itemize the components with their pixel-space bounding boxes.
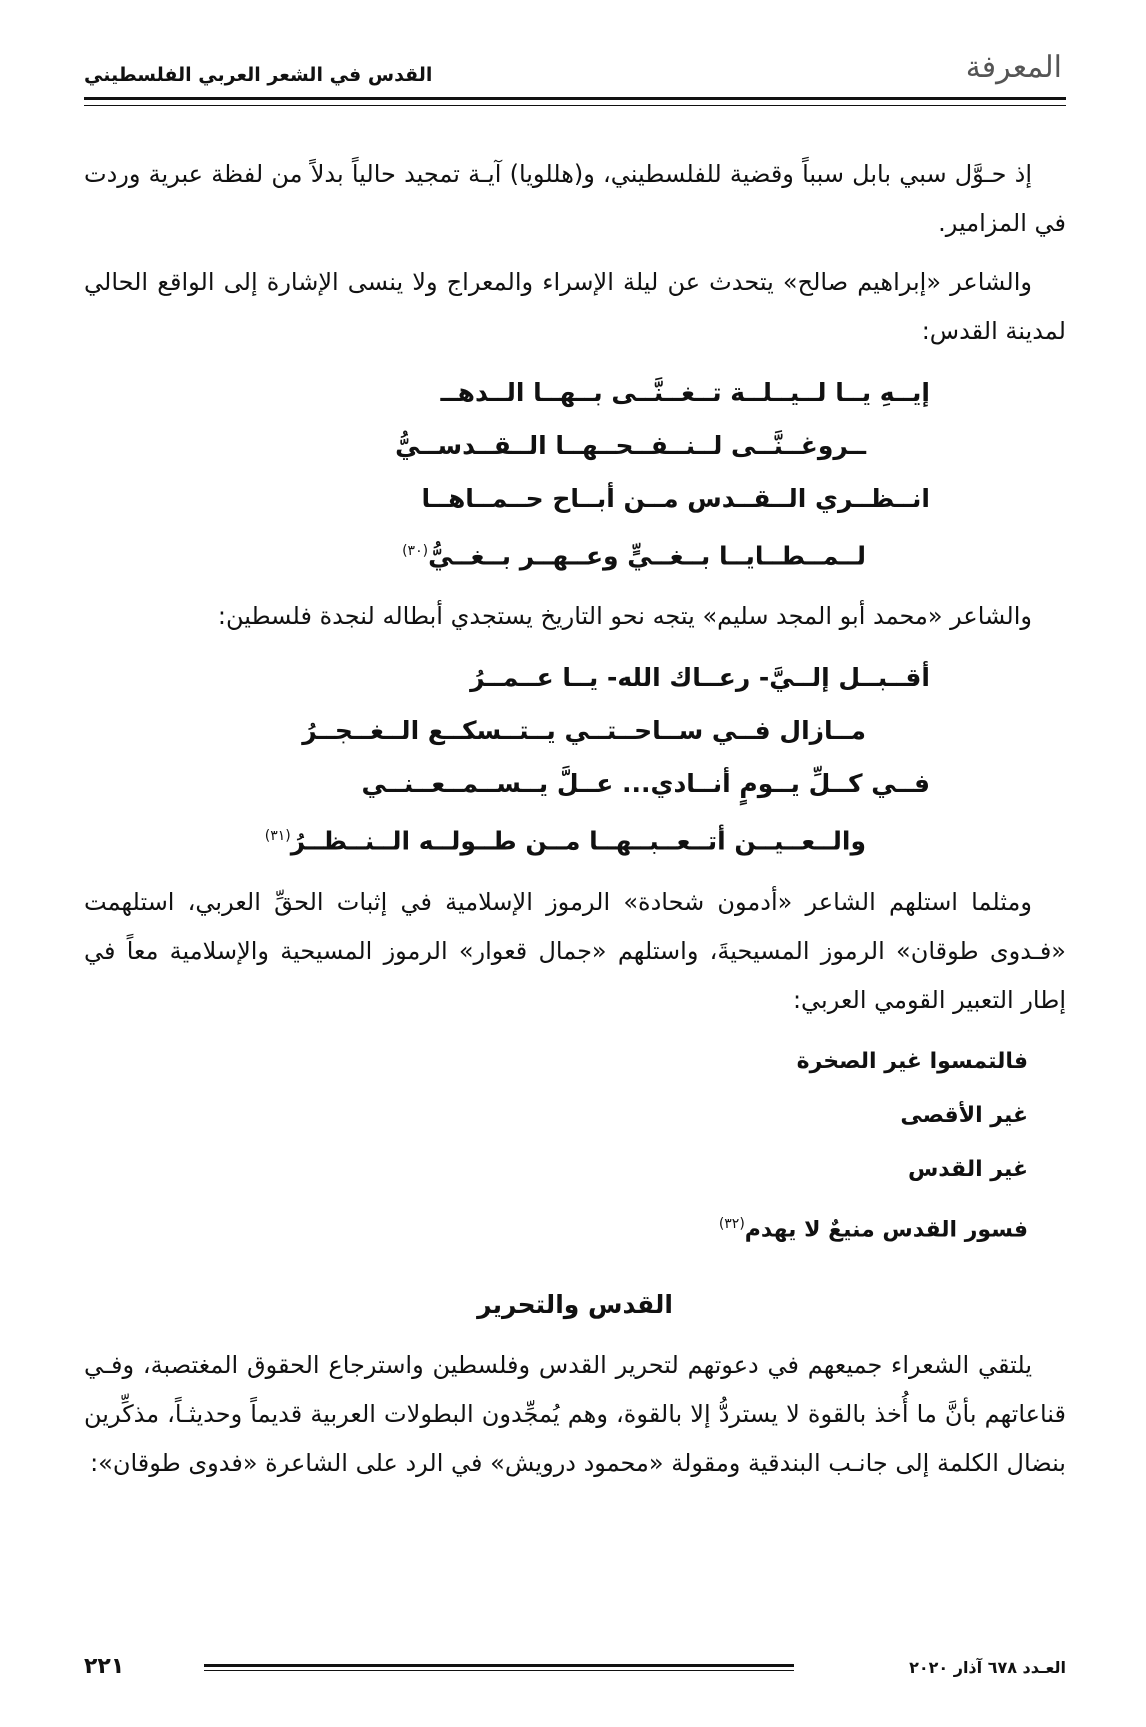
verse-line: مــازال فــي ســاحــتــي يــتــسكــع الــغــجــرُ: [302, 716, 866, 746]
poem-jamal-qawar: [84, 1035, 1066, 1257]
footnote-marker: (٣١): [264, 828, 291, 845]
paragraph: والشاعر «إبراهيم صالح» يتحدث عن ليلة الإسراء والمعراج ولا ينسى الإشارة إلى الواقع الحالي لمدينة القدس:: [84, 268, 1066, 345]
footnote-marker: (٣٢): [718, 1215, 745, 1232]
footer-rule: [204, 1664, 794, 1671]
header-rule: [84, 97, 1066, 106]
poem-abu-almajd-salim: [84, 651, 1066, 867]
poem-ibrahim-saleh: [84, 366, 1066, 582]
running-title: القدس في الشعر العربي الفلسطيني: [84, 64, 433, 86]
verse-line: فالتمسوا غير الصخرة: [796, 1048, 1028, 1074]
section-heading: القدس والتحرير: [477, 1289, 673, 1319]
page-number: ٢٢١: [84, 1654, 125, 1679]
page-header: [84, 48, 1066, 98]
verse-line: [84, 525, 1066, 582]
verse-line: غير القدس: [907, 1156, 1028, 1182]
paragraph: يلتقي الشعراء جميعهم في دعوتهم لتحرير القدس وفلسطين واسترجاع الحقوق المغتصبة، وفـي قناعاتهم بأنَّ ما أُخذ بالقوة لا يستردُّ إلا بالقوة، وهم يُمجِّدون البطولات العربية قديماً وحديثـاً، مذكِّرين بنضال الكلمة إلى جانـب البندقية ومقولة «محمود درويش» في الرد على الشاعرة «فدوى طوقان»:: [84, 1350, 1066, 1477]
issue-info: العـدد ٦٧٨ آذار ٢٠٢٠: [909, 1658, 1066, 1677]
article-body: [84, 150, 1066, 1498]
footnote-marker: (٣٠): [402, 543, 429, 559]
paragraph: إذ حـوَّل سبي بابل سبباً وقضية للفلسطيني، و(هللويا) آيـة تمجيد حالياً بدلاً من لفظة عبرية وردت في المزامير.: [84, 160, 1066, 237]
verse-text: لــمــطــايــا بــغــيٍّ وعــهــر بــغــيُّ: [428, 541, 866, 571]
verse-line: [84, 810, 1066, 867]
verse-line: غير الأقصى: [900, 1102, 1028, 1128]
verse-line: انــظــري الــقــدس مــن أبــاح حــمــاهــا: [421, 484, 930, 513]
paragraph: والشاعر «محمد أبو المجد سليم» يتجه نحو التاريخ يستجدي أبطاله لنجدة فلسطين:: [217, 602, 1032, 631]
magazine-logo: المعرفة: [965, 50, 1062, 85]
verse-line: إيــهِ يــا لــيــلــة تــغــنَّــى بــهــا الــدهــ: [440, 378, 930, 407]
verse-text: والــعــيــن أتــعــبــهــا مــن طــولــه الــنــظــرُ: [290, 826, 866, 856]
verse-line: فــي كــلِّ يــومٍ أنــادي... عــلَّ يــســمــعــنــي: [361, 769, 930, 799]
verse-line: [84, 1197, 1066, 1257]
verse-line: ــروغــنَّــى لــنــفــحــهــا الــقــدســيُّ: [395, 431, 866, 460]
paragraph: ومثلما استلهم الشاعر «أدمون شحادة» الرموز الإسلامية في إثبات الحقِّ العربي، استلهمت «فـدوى طوقان» الرموز المسيحيةَ، واستلهم «جمال قعوار» الرموز المسيحية والإسلامية معاً في إطار التعبير القومي العربي:: [84, 887, 1066, 1014]
verse-text: فسور القدس منيعٌ لا يهدم: [744, 1216, 1028, 1242]
verse-line: أقــبــل إلــيَّ- رعــاك الله- يــا عــمــرُ: [470, 663, 930, 693]
page-footer: [84, 1654, 1066, 1684]
